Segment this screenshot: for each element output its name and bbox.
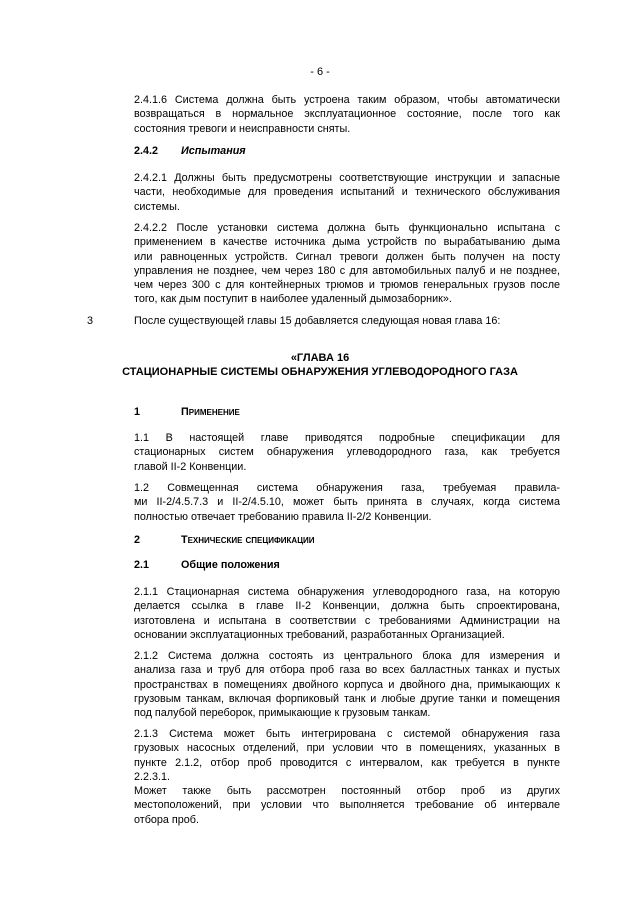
paragraph-1-2 (134, 481, 560, 524)
text-line: грузовым танкам, включая форпиковый танк и любые другие танки и помещения (134, 692, 560, 705)
text-line: 2.4.2.1 Должны быть предусмотрены соответствующие инструкции и запасные (134, 172, 560, 184)
text-line: изготовлена и испытана в соответствии с требованиями Администрации на (134, 614, 560, 627)
paragraph-2-1-1 (134, 585, 560, 642)
text-line: 2.4.1.6 Система должна быть устроена таким образом, чтобы автоматически (134, 94, 560, 106)
section-heading-1 (134, 405, 240, 419)
text-line: 2.1.1 Стационарная система обнаружения углеводородного газа, на которую (134, 586, 560, 598)
paragraph-2-4-2-2 (134, 221, 560, 307)
text-line: стационарных систем обнаружения углеводородного газа, как требуется (134, 446, 560, 459)
paragraph-1-1 (134, 431, 560, 474)
text-line: или равноценных устройств. Сигнал тревоги должен быть получен на посту (134, 250, 560, 263)
text-line: 2.1.2 Система должна состоять из центрального блока для измерения и (134, 650, 560, 662)
section-number: 2.1 (134, 559, 150, 571)
section-heading-2 (134, 533, 315, 547)
text-line: ми II-2/4.5.7.3 и II-2/4.5.10, может быть принята в случаях, когда система (134, 496, 560, 509)
text-line: полностью отвечает требованию правила II-2/2 Конвенции. (134, 510, 432, 523)
item-3-number: 3 (87, 315, 94, 327)
text-line: 2.2.3.1. (134, 770, 171, 783)
text-line: 2.1.3 Система может быть интегрирована с системой обнаружения газа (134, 728, 560, 740)
section-title: Применение (181, 406, 240, 418)
item-3-text: После существующей главы 15 добавляется следующая новая глава 16: (134, 315, 501, 327)
section-heading-2-4-2 (134, 144, 246, 158)
chapter-subtitle: СТАЦИОНАРНЫЕ СИСТЕМЫ ОБНАРУЖЕНИЯ УГЛЕВОДОРОДНОГО ГАЗА (122, 366, 518, 378)
text-line: применением в качестве источника дыма устройств по вырабатыванию дыма (134, 236, 560, 249)
section-number: 2 (134, 534, 141, 546)
section-title: Испытания (181, 145, 246, 157)
text-line: главой II-2 Конвенции. (134, 460, 247, 473)
text-line: 2.4.2.2 После установки система должна быть функционально испытана с (134, 222, 560, 234)
section-heading-2-1 (134, 558, 280, 572)
section-title: Технические спецификации (181, 534, 315, 546)
paragraph-2-4-1-6 (134, 93, 560, 136)
text-line: под палубой переборок, примыкающие к грузовым танкам. (134, 707, 431, 720)
text-line: системы. (134, 200, 180, 213)
paragraph-2-1-2 (134, 649, 560, 720)
paragraph-2-1-3 (134, 727, 560, 827)
text-line: чем через 300 с для контейнерных трюмов и трюмов генеральных грузов после (134, 279, 560, 292)
text-line: части, необходимые для проведения испытаний и технического обслуживания (134, 186, 560, 199)
paragraph-2-4-2-1 (134, 171, 560, 214)
text-line: пространствах в помещениях двойного корпуса и двойного дна, примыкающих к (134, 678, 560, 691)
text-line: анализа газа и труб для отбора проб газа во всех балластных танках и пустых (134, 664, 560, 677)
text-line: возвращаться в нормальное эксплуатационное состояние, после того как (134, 108, 560, 121)
page-number: - 6 - (310, 66, 330, 78)
text-line: грузовых насосных отделений, при условии что в помещениях, указанных в (134, 742, 560, 755)
chapter-title: «ГЛАВА 16 (290, 352, 350, 364)
text-line: отбора проб. (134, 813, 199, 826)
text-line: Может также быть рассмотрен постоянный отбор проб из других (134, 785, 560, 798)
text-line: местоположений, при условии что выполняется требование об интервале (134, 799, 560, 812)
section-number: 1 (134, 406, 141, 418)
text-line: управления не позднее, чем через 180 с для автомобильных палуб и не позднее, (134, 264, 560, 277)
text-line: 1.2 Совмещенная система обнаружения газа, требуемая правила- (134, 482, 560, 494)
text-line: состояния тревоги и неисправности сняты. (134, 122, 351, 135)
text-line: 1.1 В настоящей главе приводятся подробные спецификации для (134, 432, 560, 444)
text-line: основании эксплуатационных требований, разработанных Организацией. (134, 628, 505, 641)
text-line: того, как дым поступит в наиболее удаленный дымозаборник». (134, 293, 452, 306)
section-number: 2.4.2 (134, 145, 159, 157)
text-line: пункте 2.1.2, отбор проб проводится с интервалом, как требуется в пункте (134, 756, 560, 769)
text-line: делается ссылка в главе II-2 Конвенции, должна быть спроектирована, (134, 600, 560, 613)
section-title: Общие положения (181, 559, 280, 571)
